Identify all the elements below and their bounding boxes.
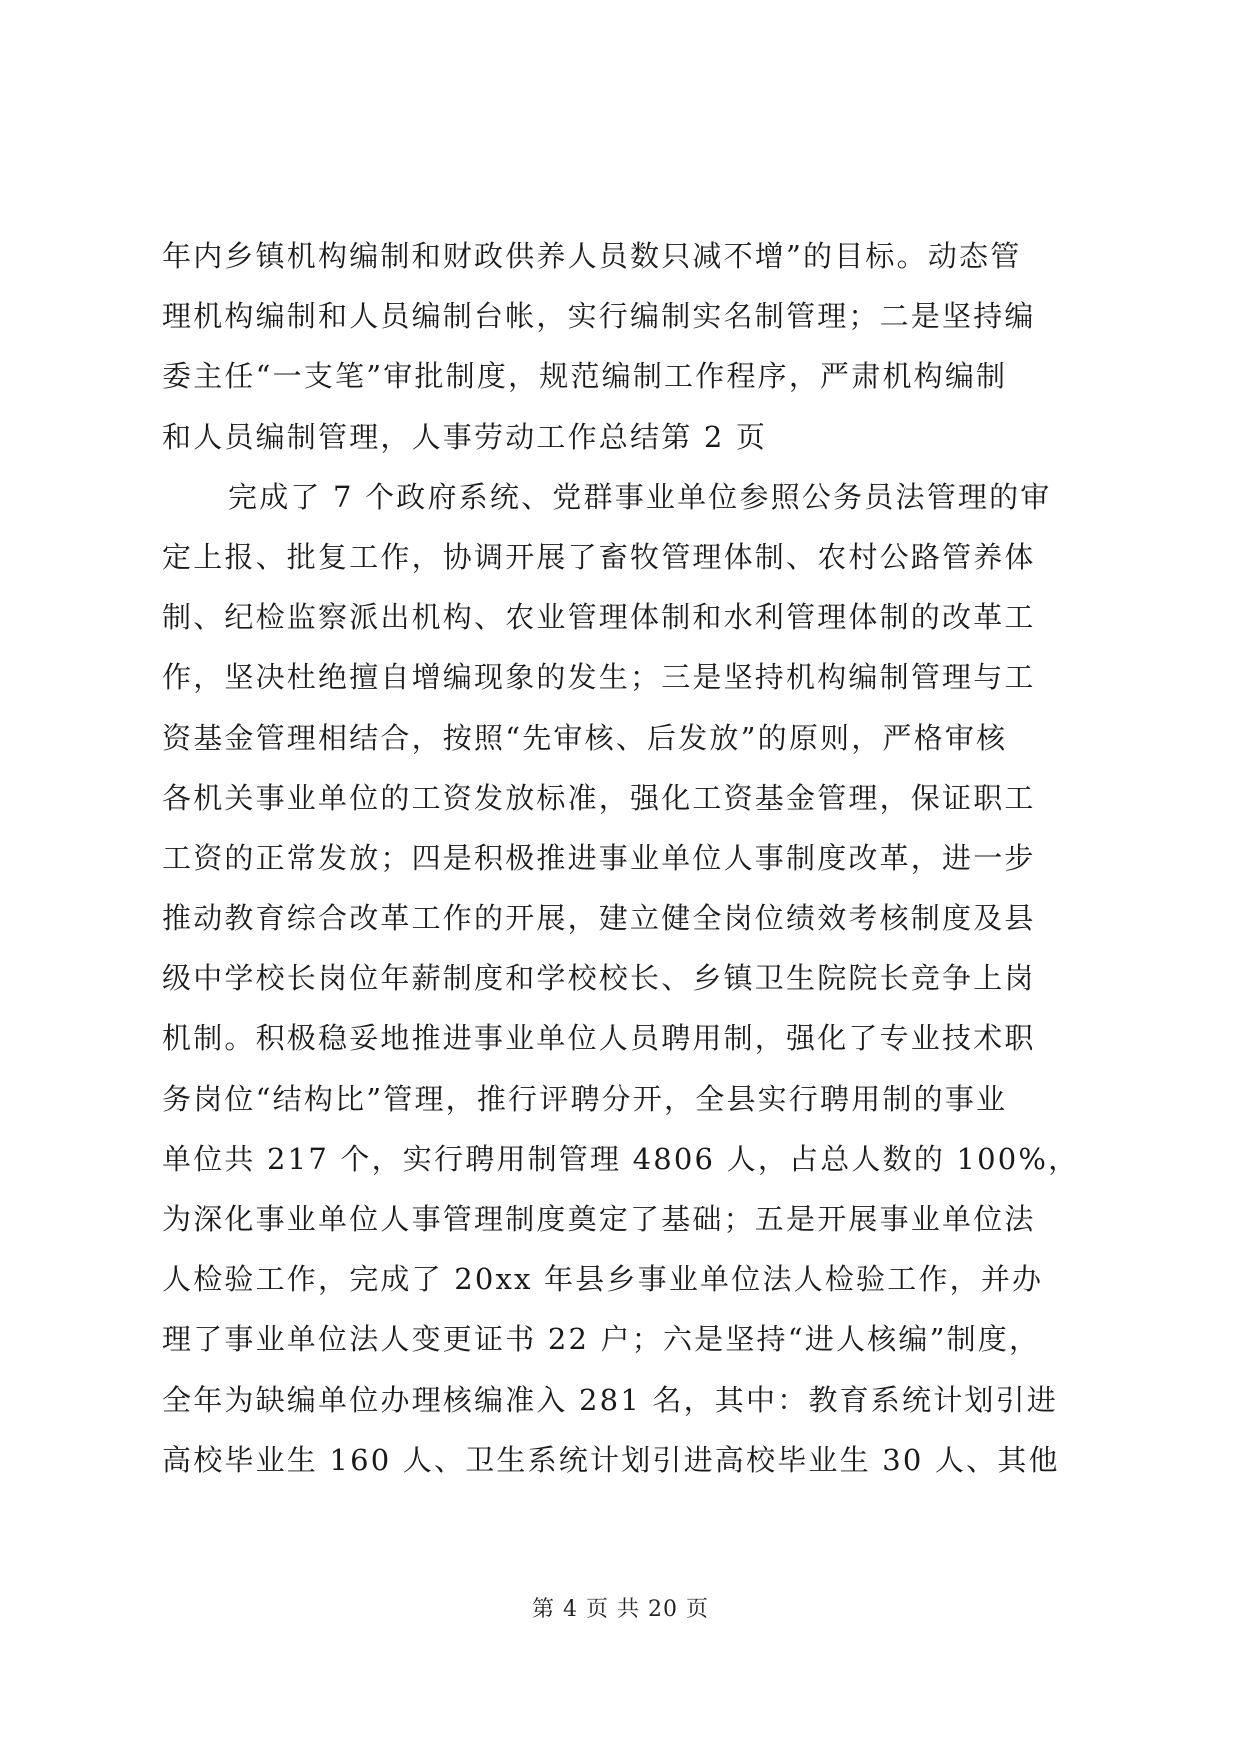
- text-line: 为深化事业单位人事管理制度奠定了基础；五是开展事业单位法: [162, 1202, 1036, 1236]
- body-text: [162, 226, 1094, 1490]
- text-line: 各机关事业单位的工资发放标准，强化工资基金管理，保证职工: [162, 780, 1036, 815]
- paragraph-first-line: 完成了 7 个政府系统、党群事业单位参照公务员法管理的审: [228, 479, 1052, 514]
- text-line: 作，坚决杜绝擅自增编现象的发生；三是坚持机构编制管理与工: [162, 660, 1036, 695]
- text-line: 推动教育综合改革工作的开展，建立健全岗位绩效考核制度及县: [162, 901, 1036, 936]
- text-line: 理了事业单位法人变更证书 22 户；六是坚持“进人核编”制度，: [162, 1322, 1041, 1357]
- text-line: 工资的正常发放；四是积极推进事业单位人事制度改革，进一步: [162, 840, 1036, 875]
- text-line: 制、纪检监察派出机构、农业管理体制和水利管理体制的改革工: [162, 600, 1036, 635]
- text-line: 委主任“一支笔”审批制度，规范编制工作程序，严肃机构编制: [162, 359, 1008, 394]
- text-line: 全年为缺编单位办理核编准入 281 名，其中：教育系统计划引进: [162, 1382, 1058, 1417]
- text-line: 高校毕业生 160 人、卫生系统计划引进高校毕业生 30 人、其他: [162, 1442, 1060, 1477]
- page-number-footer: 第 4 页 共 20 页: [532, 1597, 709, 1622]
- text-line: 理机构编制和人员编制台帐，实行编制实名制管理；二是坚持编: [162, 299, 1036, 334]
- text-line: 单位共 217 个，实行聘用制管理 4806 人，占总人数的 100%，: [162, 1141, 1080, 1176]
- text-line: 定上报、批复工作，协调开展了畜牧管理体制、农村公路管养体: [162, 539, 1036, 574]
- text-line: 年内乡镇机构编制和财政供养人员数只减不增”的目标。动态管: [162, 239, 1022, 273]
- text-line: 机制。积极稳妥地推进事业单位人员聘用制，强化了专业技术职: [162, 1021, 1036, 1056]
- text-line: 资基金管理相结合，按照“先审核、后发放”的原则，严格审核: [162, 720, 1008, 755]
- text-line: 务岗位“结构比”管理，推行评聘分开，全县实行聘用制的事业: [162, 1081, 1008, 1116]
- text-line: 和人员编制管理，人事劳动工作总结第 2 页: [162, 419, 768, 454]
- text-line: 级中学校长岗位年薪制度和学校校长、乡镇卫生院院长竞争上岗: [162, 961, 1036, 996]
- text-line: 人检验工作，完成了 20xx 年县乡事业单位法人检验工作，并办: [162, 1262, 1044, 1297]
